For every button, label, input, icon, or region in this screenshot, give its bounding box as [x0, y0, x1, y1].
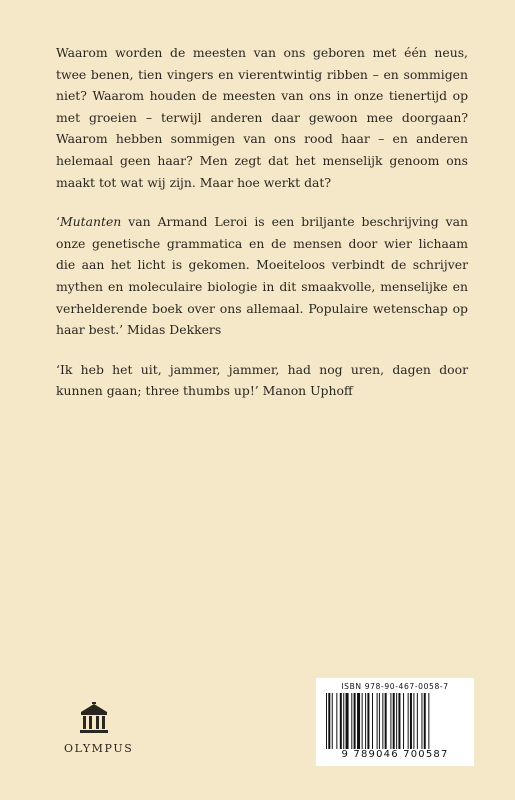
isbn-digits: 9 789046 700587 [341, 749, 449, 760]
intro-paragraph: Waarom worden de meesten van ons geboren met één neus, twee benen, tien vingers en vierentwintig ribben – en sommigen niet? Waarom houden de meesten van ons in onze tienertijd op met groeien – terwijl anderen daar gewoon mee doorgaan? Waarom hebben sommigen van ons rood haar – en anderen helemaal geen haar? Men zegt dat het menselijk genoom ons maakt tot wat wij zijn. Maar hoe werkt dat? [56, 45, 468, 190]
quote-uphoff: ‘Ik heb het uit, jammer, jammer, had nog uren, dagen door kunnen gaan; three thumbs up!’ Manon Uphoff [56, 361, 468, 399]
publisher-name: OLYMPUS [64, 742, 134, 755]
quote-dekkers-text: van Armand Leroi is een briljante beschrijving van onze genetische grammatica en de mensen door wier lichaam die aan het licht is gekomen. Moeiteloos verbindt de schrijver mythen en moleculaire biologie in dit smaakvolle, menselijke en verhelderende boek over ons allemaal. Populaire wetenschap op haar best.’ Midas Dekkers [56, 214, 468, 338]
back-cover-text [56, 42, 468, 420]
quote-dekkers: ‘Mutanten van Armand Leroi is een briljante beschrijving van onze genetische grammatica en de mensen door wier lichaam die aan het licht is gekomen. Moeiteloos verbindt de schrijver mythen en moleculaire biologie in dit smaakvolle, menselijke en verhelderende boek over ons allemaal. Populaire wetenschap op haar best.’ Midas Dekkers [56, 214, 468, 338]
isbn-label: ISBN 978-90-467-0058-7 [341, 682, 449, 691]
barcode-bars [326, 693, 464, 749]
book-title-italic: Mutanten [59, 214, 122, 230]
temple-columns-icon [79, 702, 109, 736]
barcode [316, 678, 474, 766]
publisher-logo [64, 702, 134, 755]
